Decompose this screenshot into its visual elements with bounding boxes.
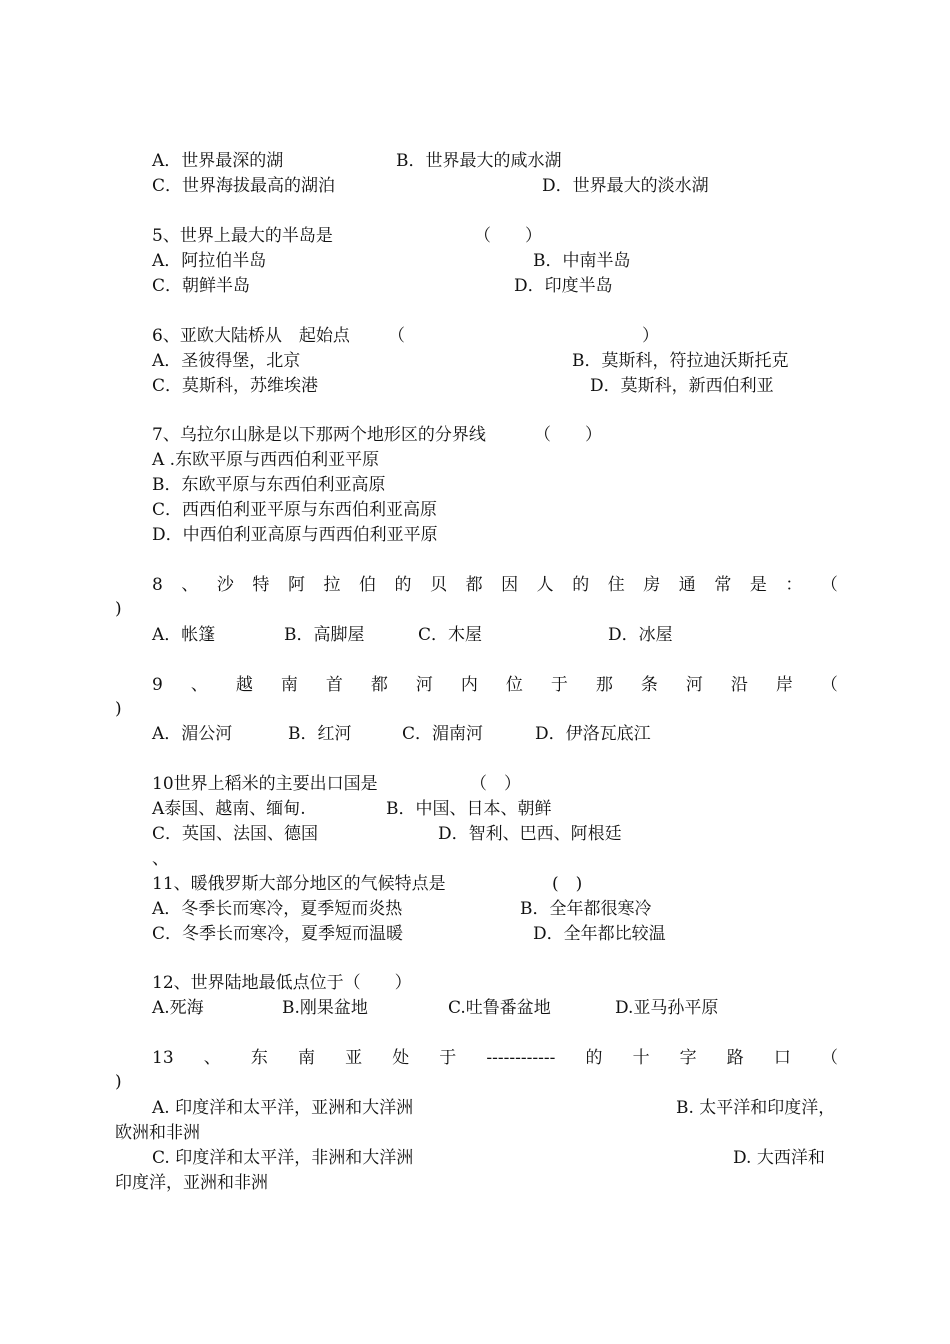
q12-option-d: D.亚马孙平原 [615, 998, 719, 1018]
q9-option-d: D．伊洛瓦底江 [535, 724, 651, 744]
q6-option-d: D．莫斯科，新西伯利亚 [590, 376, 774, 396]
q7-option-b: B．东欧平原与东西伯利亚高原 [152, 475, 386, 495]
q7-option-c: C．西西伯利亚平原与东西伯利亚高原 [152, 500, 438, 520]
q13-option-c: C. 印度洋和太平洋，非洲和大洋洲 [152, 1148, 414, 1168]
q11-option-b: B．全年都很寒冷 [520, 899, 652, 919]
q8-option-d: D．冰屋 [608, 625, 673, 645]
q13-option-a: A. 印度洋和太平洋，亚洲和大洋洲 [152, 1098, 414, 1118]
q13-paren-close: ) [115, 1072, 122, 1092]
q8-stem: 8 、 沙 特 阿 拉 伯 的 贝 都 因 人 的 住 房 通 常 是 ： （ [152, 575, 838, 595]
q7-stem: 7、乌拉尔山脉是以下那两个地形区的分界线 [152, 425, 486, 445]
q11-option-a: A．冬季长而寒冷，夏季短而炎热 [152, 899, 403, 919]
q8-option-a: A．帐篷 [152, 625, 216, 645]
q7-option-a: A .东欧平原与西西伯利亚平原 [152, 450, 380, 470]
q7-option-d: D．中西伯利亚高原与西西伯利亚平原 [152, 525, 438, 545]
q5-option-b: B．中南半岛 [533, 251, 631, 271]
q11-option-c: C．冬季长而寒冷，夏季短而温暖 [152, 924, 404, 944]
q11-answer-paren: ( ) [552, 874, 583, 894]
q9-paren-close: ) [115, 699, 122, 719]
q8-paren-close: ) [115, 599, 122, 619]
q4-option-d: D．世界最大的淡水湖 [542, 176, 709, 196]
q5-option-a: A．阿拉伯半岛 [152, 251, 267, 271]
q9-option-b: B．红河 [288, 724, 352, 744]
q10-option-b: B．中国、日本、朝鲜 [386, 799, 552, 819]
q11-stem: 11、暖俄罗斯大部分地区的气候特点是 [152, 874, 446, 894]
q13-stem: 13 、 东 南 亚 处 于 ------------ 的 十 字 路 口 （ [152, 1048, 838, 1068]
q8-option-c: C．木屋 [418, 625, 483, 645]
q12-option-a: A.死海 [152, 998, 204, 1018]
q7-answer-paren: （ ） [534, 425, 602, 445]
q10-stem: 10世界上稻米的主要出口国是 [152, 774, 378, 794]
q13-option-b: B. 太平洋和印度洋， [676, 1098, 836, 1118]
q6-paren-open: （ [388, 326, 405, 346]
q9-option-a: A．湄公河 [152, 724, 233, 744]
q5-option-c: C．朝鲜半岛 [152, 276, 251, 296]
q5-option-d: D．印度半岛 [514, 276, 613, 296]
q12-option-c: C.吐鲁番盆地 [448, 998, 551, 1018]
q10-option-d: D．智利、巴西、阿根廷 [438, 824, 622, 844]
q13-option-d: D. 大西洋和 [733, 1148, 825, 1168]
q11-option-d: D．全年都比较温 [533, 924, 666, 944]
q6-option-b: B．莫斯科，符拉迪沃斯托克 [572, 351, 789, 371]
q6-stem: 6、亚欧大陆桥从 起始点 [152, 326, 350, 346]
q13-option-d-continued: 印度洋，亚洲和非洲 [115, 1173, 268, 1193]
q12-stem: 12、世界陆地最低点位于（ ） [152, 973, 412, 993]
q4-option-b: B．世界最大的咸水湖 [396, 151, 562, 171]
q4-option-c: C．世界海拔最高的湖泊 [152, 176, 336, 196]
q10-stray-mark: 、 [152, 849, 169, 869]
q6-option-a: A．圣彼得堡，北京 [152, 351, 301, 371]
q4-option-a: A．世界最深的湖 [152, 151, 284, 171]
q10-option-a: A泰国、越南、缅甸. [152, 799, 306, 819]
q10-option-c: C．英国、法国、德国 [152, 824, 319, 844]
q13-option-b-continued: 欧洲和非洲 [115, 1123, 200, 1143]
q12-option-b: B.刚果盆地 [282, 998, 368, 1018]
q5-answer-paren: （ ） [474, 226, 542, 246]
q6-option-c: C．莫斯科，苏维埃港 [152, 376, 319, 396]
q6-paren-close: ） [642, 326, 659, 346]
q8-option-b: B．高脚屋 [284, 625, 365, 645]
q10-answer-paren: （ ） [470, 774, 521, 794]
q9-option-c: C．湄南河 [402, 724, 484, 744]
q9-stem: 9 、 越 南 首 都 河 内 位 于 那 条 河 沿 岸 （ [152, 675, 838, 695]
q5-stem: 5、世界上最大的半岛是 [152, 226, 333, 246]
